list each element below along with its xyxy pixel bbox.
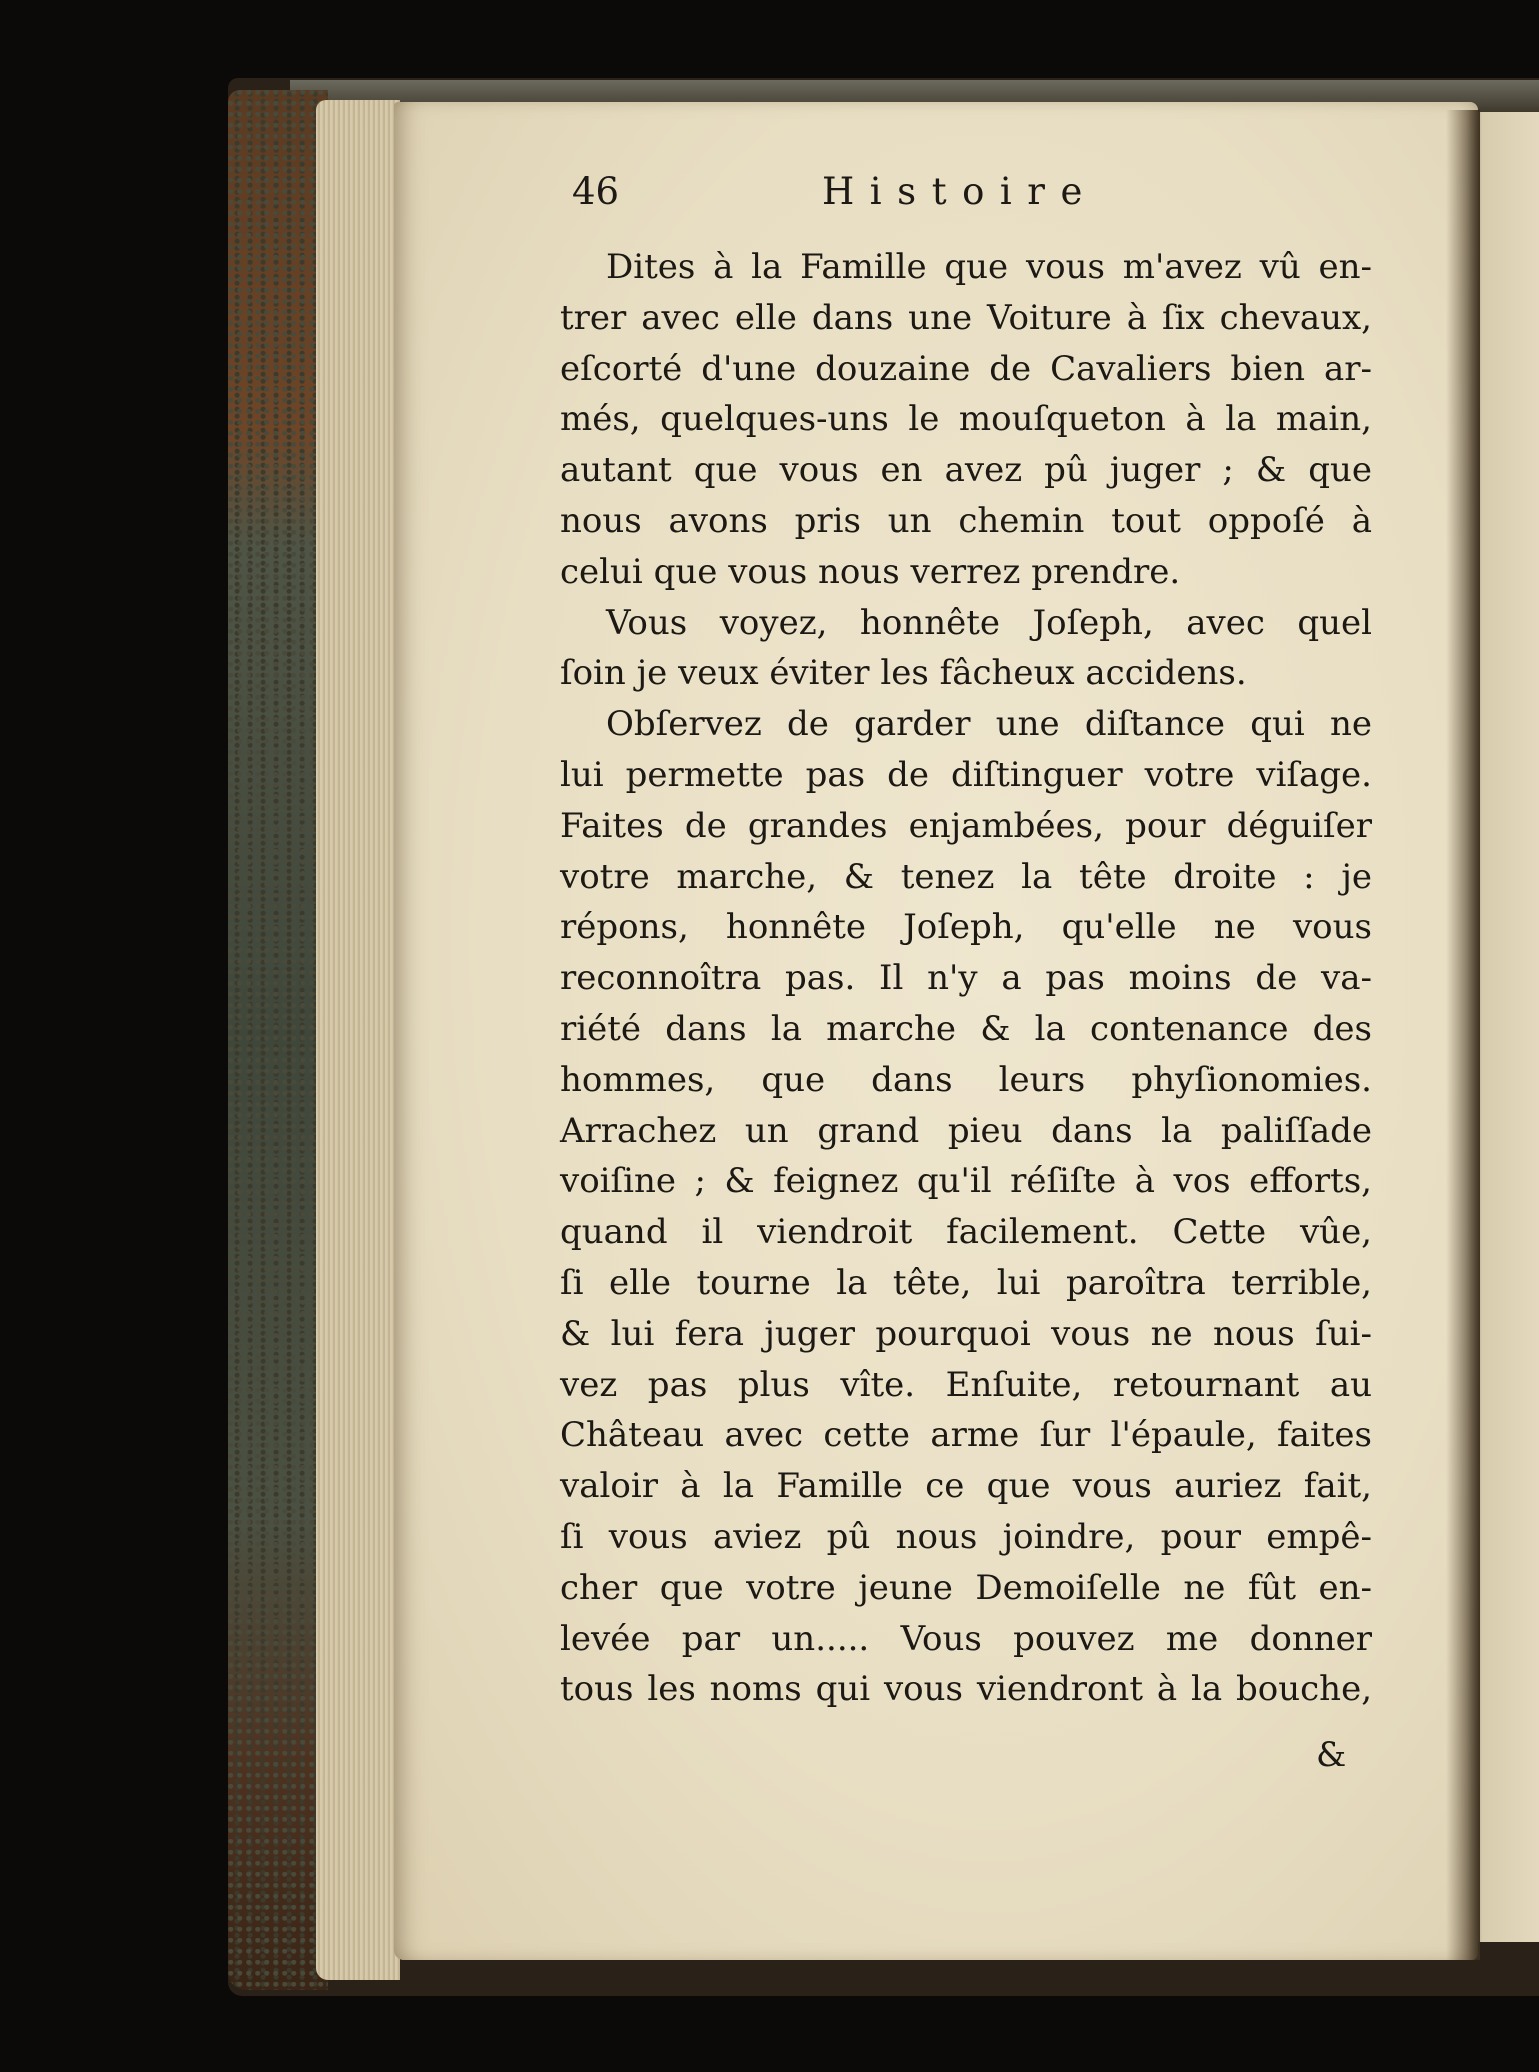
text-line: Faites de grandes enjambées, pour déguiſer — [560, 805, 1372, 846]
text-line: & lui fera juger pourquoi vous ne nous ſui- — [560, 1313, 1372, 1354]
text-line: répons, honnête Joſeph, qu'elle ne vous — [560, 907, 1372, 948]
catchword: & — [1316, 1735, 1347, 1775]
text-line: tous les noms qui vous viendront à la bouche, — [560, 1669, 1372, 1710]
text-line: ſi vous aviez pû nous joindre, pour empê- — [560, 1516, 1372, 1557]
text-line: reconnoîtra pas. Il n'y a pas moins de va- — [560, 958, 1372, 999]
text-line: ſi elle tourne la tête, lui paroîtra terrible, — [560, 1262, 1372, 1303]
text-line: valoir à la Famille ce que vous auriez fait, — [560, 1466, 1372, 1507]
text-line: votre marche, & tenez la tête droite : je — [560, 856, 1372, 897]
text-line: levée par un..... Vous pouvez me donner — [560, 1618, 1372, 1659]
text-line: celui que vous nous verrez prendre. — [560, 551, 1181, 592]
text-line: Dites à la Famille que vous m'avez vû en- — [606, 247, 1372, 287]
text-line: Vous voyez, honnête Joſeph, avec quel — [606, 602, 1372, 643]
gutter-shadow — [1446, 110, 1480, 1960]
text-line: hommes, que dans leurs phyſionomies. — [560, 1059, 1372, 1100]
text-line: trer avec elle dans une Voiture à ſix chevaux, — [560, 297, 1372, 338]
text-line: autant que vous en avez pû juger ; & que — [560, 450, 1372, 491]
text-line: eſcorté d'une douzaine de Cavaliers bien ar- — [560, 348, 1372, 389]
text-line: riété dans la marche & la contenance des — [560, 1008, 1372, 1049]
page-number: 46 — [572, 170, 620, 213]
text-line: lui permette pas de diſtinguer votre viſage. — [560, 754, 1372, 795]
text-line: ſoin je veux éviter les fâcheux accidens. — [560, 653, 1247, 694]
text-line: voiſine ; & feignez qu'il réſiſte à vos efforts, — [560, 1161, 1372, 1202]
text-line: més, quelques-uns le mouſqueton à la main, — [560, 399, 1372, 440]
book-spine — [228, 90, 328, 1990]
text-line: Obſervez de garder une diſtance qui ne — [606, 704, 1372, 745]
body-text — [560, 242, 1372, 1715]
text-line: Arrachez un grand pieu dans la paliſſade — [560, 1110, 1372, 1151]
text-line: Château avec cette arme ſur l'épaule, faites — [560, 1415, 1372, 1456]
text-line: vez pas plus vîte. Enſuite, retournant au — [560, 1364, 1372, 1405]
running-title: Histoire — [822, 170, 1098, 213]
text-line: cher que votre jeune Demoiſelle ne fût en- — [560, 1567, 1372, 1608]
text-line: quand il viendroit facilement. Cette vûe, — [560, 1212, 1372, 1253]
running-head — [572, 170, 1132, 230]
text-line: nous avons pris un chemin tout oppoſé à — [560, 500, 1372, 541]
page-edges — [316, 100, 400, 1980]
